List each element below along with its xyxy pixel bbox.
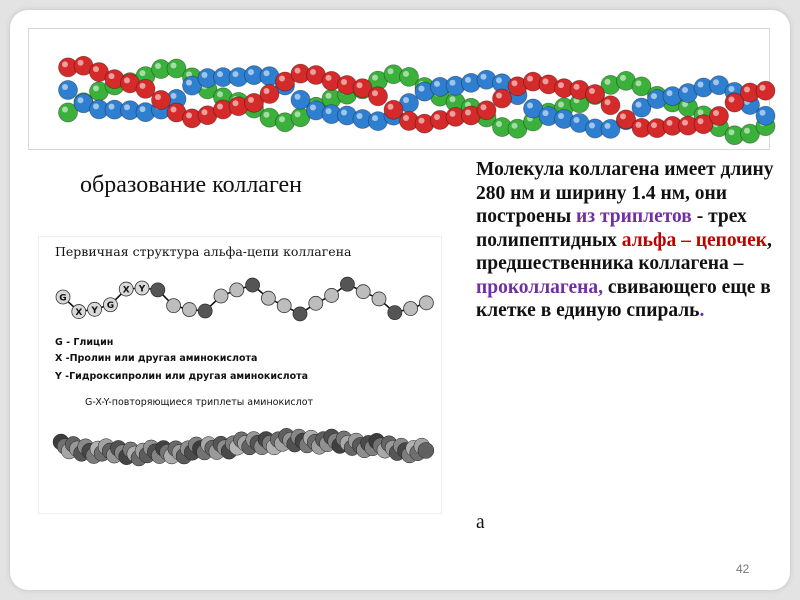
bead-highlight <box>543 110 549 116</box>
bead-highlight <box>233 71 239 77</box>
page-number: 42 <box>736 562 750 576</box>
bead-highlight <box>388 104 394 110</box>
blue-strand-bead <box>756 106 775 125</box>
red-strand-bead <box>384 100 403 119</box>
amino-acid-bead <box>388 306 402 320</box>
bead-highlight <box>155 63 161 69</box>
amino-acid-bead <box>182 303 196 317</box>
description-text <box>476 158 796 323</box>
bead-highlight <box>279 76 285 82</box>
bead-highlight <box>465 77 471 83</box>
amino-acid-bead <box>372 292 386 306</box>
bead-highlight <box>465 109 471 115</box>
helix-strands <box>28 18 784 152</box>
bead-highlight <box>605 123 611 129</box>
bead-highlight <box>636 122 642 128</box>
bead-highlight <box>279 116 285 122</box>
diagram-title: Первичная структура альфа-цепи коллагена <box>55 244 352 259</box>
bead-highlight <box>589 122 595 128</box>
text-part-3: , предшественника коллагена – <box>476 229 772 274</box>
bead-highlight <box>434 81 440 87</box>
red-strand-bead <box>710 106 729 125</box>
legend-y: Y -Гидроксипролин или другая аминокислота <box>55 371 309 382</box>
bead-highlight <box>341 109 347 115</box>
bead-highlight <box>558 101 564 107</box>
bead-highlight <box>713 79 719 85</box>
bead-highlight <box>558 82 564 88</box>
red-strand-bead <box>586 85 605 104</box>
bead-highlight <box>217 71 223 77</box>
legend-x: X -Пролин или другая аминокислота <box>55 353 258 364</box>
text-part-4: свивающего еще в клетке в единую спираль <box>476 276 771 321</box>
bead-highlight <box>295 94 301 100</box>
bead-highlight <box>682 87 688 93</box>
bead-highlight <box>233 100 239 106</box>
bead-highlight <box>62 106 68 112</box>
amino-acid-bead <box>293 307 307 321</box>
bead-highlight <box>496 77 502 83</box>
bead-highlight <box>496 121 502 127</box>
chain-residue-label: G <box>106 301 115 312</box>
amino-acid-bead <box>261 291 275 305</box>
red-strand-bead <box>493 89 512 108</box>
bead-highlight <box>93 66 99 72</box>
bead-highlight <box>264 70 270 76</box>
bead-highlight <box>186 80 192 86</box>
amino-acid-bead <box>277 299 291 313</box>
bead-highlight <box>605 99 611 105</box>
bead-highlight <box>527 76 533 82</box>
amino-acid-bead <box>340 277 354 291</box>
bead-highlight <box>202 72 208 78</box>
bead-highlight <box>651 122 657 128</box>
blue-strand-bead <box>59 81 78 100</box>
bead-highlight <box>326 75 332 81</box>
red-strand-bead <box>601 96 620 115</box>
bead-highlight <box>217 91 223 97</box>
bead-highlight <box>124 77 130 83</box>
red-strand-bead <box>756 81 775 100</box>
text-part-2: - трех полипептидных <box>476 206 747 251</box>
red-strand-bead <box>369 87 388 106</box>
red-strand-bead <box>260 85 279 104</box>
bead-highlight <box>527 103 533 109</box>
bead-highlight <box>760 85 766 91</box>
bead-highlight <box>729 86 735 92</box>
trailing-letter: а <box>476 512 485 533</box>
bead-highlight <box>357 82 363 88</box>
chain-residue-label: X <box>75 308 83 319</box>
bead-highlight <box>62 84 68 90</box>
bead-highlight <box>450 80 456 86</box>
bead-highlight <box>434 114 440 120</box>
bead-highlight <box>481 104 487 110</box>
bead-highlight <box>543 78 549 84</box>
bead-highlight <box>295 68 301 74</box>
bead-highlight <box>140 83 146 89</box>
red-strand-bead <box>152 90 171 109</box>
bead-highlight <box>713 110 719 116</box>
bead-highlight <box>403 71 409 77</box>
amino-acid-bead <box>198 304 212 318</box>
bead-highlight <box>682 120 688 126</box>
amino-acid-bead <box>167 299 181 313</box>
red-strand-bead <box>477 101 496 120</box>
bead-highlight <box>310 104 316 110</box>
bead-highlight <box>372 115 378 121</box>
bead-highlight <box>744 87 750 93</box>
chain-residue-label: X <box>122 285 130 296</box>
bead-highlight <box>217 103 223 109</box>
text-period: . <box>699 300 705 321</box>
bead-highlight <box>155 94 161 100</box>
bead-highlight <box>558 113 564 119</box>
bead-highlight <box>372 90 378 96</box>
bead-highlight <box>729 129 735 135</box>
bead-highlight <box>419 86 425 92</box>
collagen-helix-image <box>28 18 784 152</box>
bead-highlight <box>62 61 68 67</box>
bead-highlight <box>78 97 84 103</box>
bead-highlight <box>171 93 177 99</box>
bead-highlight <box>248 69 254 75</box>
bead-highlight <box>109 73 115 79</box>
amino-acid-bead <box>356 285 370 299</box>
bead-highlight <box>140 70 146 76</box>
text-part-1: Молекула коллагена имеет длину 280 нм и ширину 1.4 нм, они построены <box>476 159 774 227</box>
chain-residue-label: Y <box>91 305 98 316</box>
bead-highlight <box>667 90 673 96</box>
slide-caption: образование коллаген <box>80 172 302 198</box>
bead-highlight <box>248 97 254 103</box>
legend-triplets: G-X-Y-повторяющиеся триплеты аминокислот <box>85 397 314 408</box>
bead-highlight <box>512 80 518 86</box>
bead-highlight <box>667 120 673 126</box>
legend-glycine: G - Глицин <box>55 337 114 348</box>
bead-highlight <box>760 110 766 116</box>
bead-highlight <box>496 92 502 98</box>
bead-highlight <box>264 88 270 94</box>
bead-highlight <box>698 118 704 124</box>
bead-highlight <box>744 128 750 134</box>
amino-acid-bead <box>246 278 260 292</box>
chain-residue-label: Y <box>138 284 146 295</box>
bead-highlight <box>403 115 409 121</box>
bead-highlight <box>124 104 130 110</box>
bead-highlight <box>109 104 115 110</box>
bead-highlight <box>651 93 657 99</box>
bead-highlight <box>341 79 347 85</box>
amino-acid-bead <box>309 296 323 310</box>
bead-highlight <box>78 60 84 66</box>
bead-highlight <box>171 107 177 113</box>
bead-highlight <box>310 69 316 75</box>
bead-highlight <box>264 112 270 118</box>
bead-highlight <box>186 112 192 118</box>
amino-acid-bead <box>230 283 244 297</box>
bead-highlight <box>171 63 177 69</box>
bead-highlight <box>698 82 704 88</box>
bead-highlight <box>729 97 735 103</box>
bead-highlight <box>636 80 642 86</box>
bead-highlight <box>636 102 642 108</box>
helix-bead <box>418 442 434 458</box>
amino-acid-bead <box>404 302 418 316</box>
bead-highlight <box>450 111 456 117</box>
bead-highlight <box>202 109 208 115</box>
bead-highlight <box>403 97 409 103</box>
bead-highlight <box>620 113 626 119</box>
bead-highlight <box>574 84 580 90</box>
bead-highlight <box>93 103 99 109</box>
bead-highlight <box>372 75 378 81</box>
amino-acid-bead <box>214 289 228 303</box>
bead-highlight <box>605 79 611 85</box>
bead-highlight <box>295 111 301 117</box>
amino-acid-bead <box>419 296 433 310</box>
bead-highlight <box>574 117 580 123</box>
amino-acid-bead <box>151 283 165 297</box>
bead-highlight <box>326 93 332 99</box>
chain-residue-label: G <box>59 293 67 304</box>
text-triplets: из триплетов <box>576 206 692 227</box>
amino-acid-bead <box>325 288 339 302</box>
bead-highlight <box>620 75 626 81</box>
bead-highlight <box>140 106 146 112</box>
bead-highlight <box>512 123 518 129</box>
bead-highlight <box>419 118 425 124</box>
bead-highlight <box>93 85 99 91</box>
bead-highlight <box>481 74 487 80</box>
bead-highlight <box>589 88 595 94</box>
bead-highlight <box>357 113 363 119</box>
bead-highlight <box>388 68 394 74</box>
primary-structure-diagram <box>38 236 442 514</box>
text-procollagen: проколлагена, <box>476 276 604 298</box>
bead-highlight <box>450 96 456 102</box>
bead-highlight <box>326 108 332 114</box>
text-alpha-chains: альфа – цепочек <box>621 229 767 251</box>
